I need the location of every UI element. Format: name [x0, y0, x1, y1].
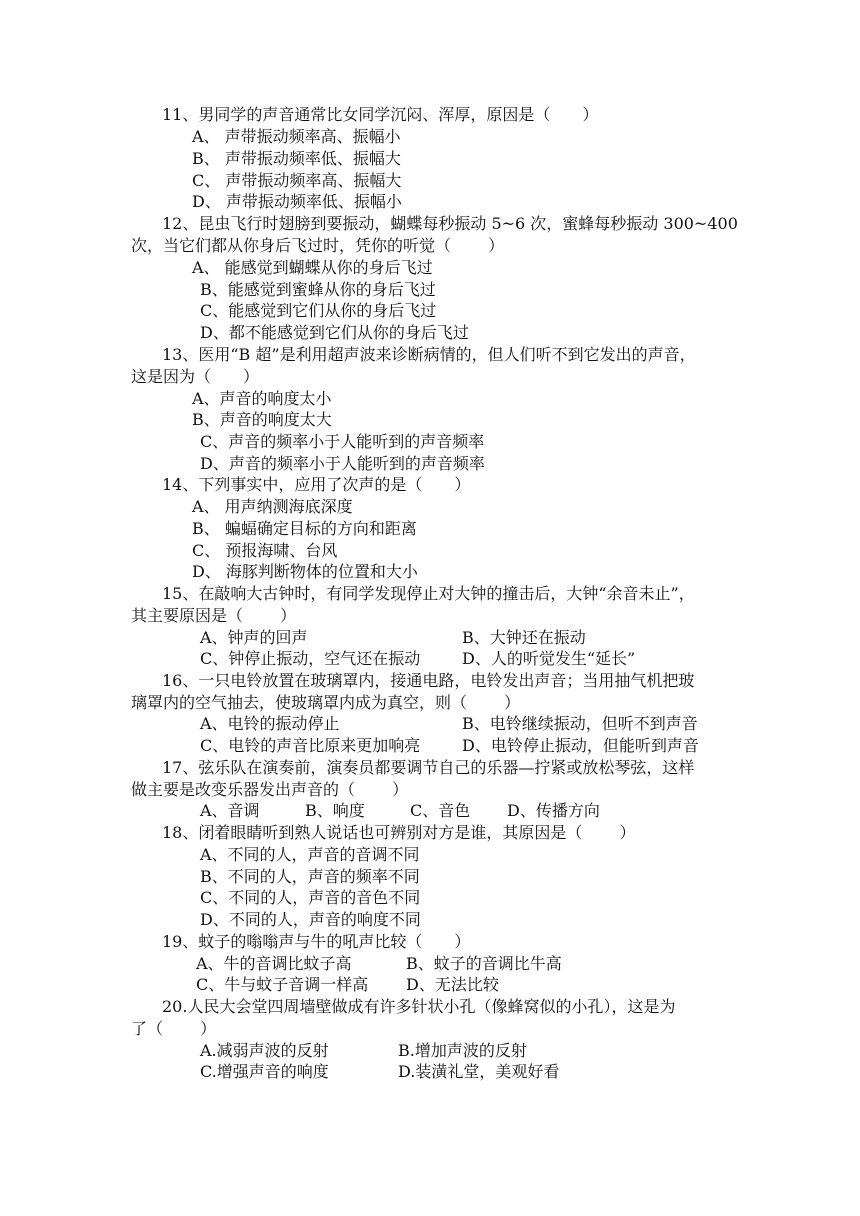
question-16-option-b: B、电铃继续振动，但听不到声音: [462, 714, 698, 733]
question-15-option-b: B、大钟还在振动: [462, 628, 586, 647]
question-14-stem: 14、下列事实中，应用了次声的是（ ）: [162, 475, 471, 494]
question-12-option-c: C、能感觉到它们从你的身后飞过: [200, 301, 437, 320]
question-20-option-d: D.装潢礼堂，美观好看: [398, 1062, 560, 1081]
question-14-option-c: C、 预报海啸、台风: [192, 541, 338, 560]
question-17-option-c: C、音色: [410, 801, 471, 820]
question-12-option-d: D、都不能感觉到它们从你的身后飞过: [200, 323, 469, 342]
question-13-option-b: B、声音的响度太大: [192, 410, 332, 429]
question-16-stem-line-1: 16、一只电铃放置在玻璃罩内，接通电路，电铃发出声音；当用抽气机把玻: [162, 671, 695, 690]
question-14-option-b: B、 蝙蝠确定目标的方向和距离: [192, 519, 417, 538]
question-19-option-d: D、无法比较: [406, 975, 499, 994]
question-13-option-c: C、声音的频率小于人能听到的声音频率: [200, 432, 485, 451]
question-15-option-c: C、钟停止振动，空气还在振动: [200, 649, 421, 668]
question-20-option-b: B.增加声波的反射: [398, 1041, 527, 1060]
question-20-stem-line-1: 20.人民大会堂四周墙壁做成有许多针状小孔（像蜂窝似的小孔），这是为: [162, 997, 676, 1016]
question-15-stem-line-2: 其主要原因是（ ）: [131, 606, 297, 625]
question-17-option-a: A、音调: [200, 801, 260, 820]
question-17-option-b: B、响度: [305, 801, 365, 820]
question-11-option-d: D、 声带振动频率低、振幅小: [192, 192, 402, 211]
question-11-stem: 11、男同学的声音通常比女同学沉闷、浑厚，原因是（ ）: [162, 105, 599, 124]
question-13-stem-line-2: 这是因为（ ）: [131, 367, 260, 386]
question-15-option-a: A、钟声的回声: [200, 628, 308, 647]
question-20-stem-line-2: 了（ ）: [131, 1019, 217, 1038]
question-18-option-b: B、不同的人，声音的频率不同: [200, 867, 420, 886]
question-13-option-d: D、声音的频率小于人能听到的声音频率: [200, 454, 485, 473]
question-11-option-b: B、 声带振动频率低、振幅大: [192, 149, 401, 168]
question-19-option-c: C、牛与蚊子音调一样高: [196, 975, 369, 994]
question-17-stem-line-2: 做主要是改变乐器发出声音的（ ）: [131, 780, 409, 799]
question-16-option-a: A、电铃的振动停止: [200, 714, 340, 733]
question-13-stem-line-1: 13、医用“B 超”是利用超声波来诊断病情的，但人们听不到它发出的声音，: [162, 345, 696, 364]
question-16-option-c: C、电铃的声音比原来更加响亮: [200, 736, 421, 755]
question-12-option-a: A、 能感觉到蝴蝶从你的身后飞过: [192, 258, 433, 277]
question-11-option-c: C、 声带振动频率高、振幅大: [192, 171, 402, 190]
question-13-option-a: A、声音的响度太小: [192, 389, 332, 408]
question-16-stem-line-2: 璃罩内的空气抽去，使玻璃罩内成为真空，则（ ）: [131, 693, 521, 712]
question-15-option-d: D、人的听觉发生“延长”: [462, 649, 636, 668]
question-20-option-c: C.增强声音的响度: [200, 1062, 329, 1081]
question-18-option-d: D、不同的人，声音的响度不同: [200, 910, 421, 929]
question-18-option-c: C、不同的人，声音的音色不同: [200, 888, 421, 907]
question-18-stem: 18、闭着眼睛听到熟人说话也可辨别对方是谁，其原因是（ ）: [162, 823, 636, 842]
question-12-stem-line-1: 12、昆虫飞行时翅膀到要振动，蝴蝶每秒振动 5~6 次，蜜蜂每秒振动 300~400: [162, 214, 738, 233]
question-17-option-d: D、传播方向: [507, 801, 600, 820]
question-14-option-d: D、 海豚判断物体的位置和大小: [192, 562, 418, 581]
question-11-option-a: A、 声带振动频率高、振幅小: [192, 127, 401, 146]
question-17-stem-line-1: 17、弦乐队在演奏前，演奏员都要调节自己的乐器—拧紧或放松琴弦，这样: [162, 758, 695, 777]
question-19-option-b: B、蚊子的音调比牛高: [406, 954, 562, 973]
question-19-option-a: A、牛的音调比蚊子高: [196, 954, 352, 973]
question-12-stem-line-2: 次，当它们都从你身后飞过时，凭你的听觉（ ）: [131, 236, 505, 255]
question-14-option-a: A、 用声纳测海底深度: [192, 497, 353, 516]
question-18-option-a: A、不同的人，声音的音调不同: [200, 845, 420, 864]
question-15-stem-line-1: 15、在敲响大古钟时，有同学发现停止对大钟的撞击后，大钟“余音未止”，: [162, 584, 695, 603]
question-16-option-d: D、电铃停止振动，但能听到声音: [462, 736, 699, 755]
question-12-option-b: B、能感觉到蜜蜂从你的身后飞过: [200, 280, 436, 299]
question-20-option-a: A.减弱声波的反射: [200, 1041, 329, 1060]
question-19-stem: 19、蚊子的嗡嗡声与牛的吼声比较（ ）: [162, 932, 471, 951]
